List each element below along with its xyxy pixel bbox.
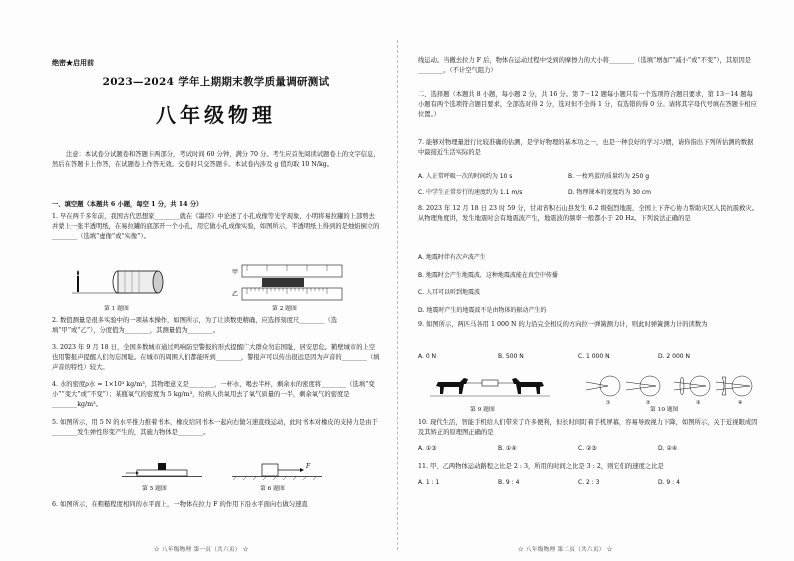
q8-option-a: A. 地震时伴有次声波产生 (418, 254, 486, 261)
q7-option-b: B. 一枚鸡蛋的质量约为 250 g (568, 173, 650, 180)
figure-1-caption: 第 1 题图 (104, 306, 129, 312)
q10-option-c: C. ②③ (578, 445, 597, 452)
q11-option-d: D. 9 : 4 (658, 479, 680, 486)
figure-2-caption: 第 2 题图 (272, 306, 297, 312)
question-10-options (418, 444, 758, 454)
figure-2-rulers (232, 262, 352, 306)
q8-option-c: C. 人耳可以听到地震波 (418, 289, 481, 297)
question-7-options (418, 172, 758, 197)
column-divider (397, 40, 398, 550)
q11-option-a: A. 1 : 1 (418, 479, 440, 486)
question-11-options (418, 478, 758, 488)
page-2-footer: ☆ 八年级物理 第二页（共六页） ☆ (518, 547, 613, 553)
q11-option-b: B. 9 : 4 (498, 479, 520, 486)
question-6: 6. 如图所示，在粗糙程度相同的水平面上，一物体在拉力 F 的作用下沿水平面向右做匀速直 (52, 501, 308, 508)
question-3: 3. 2023 年 9 月 18 日，全国多数城市通过鸣响防空警报的形式提醒广大群众勿忘国耻，居安思危。鹤壁城市的上空也用警报声提醒人们勿忘国耻。在城市的周围人们都能听到________，警报声可以传出很远是因为声音的________（填声音的特性）较大。 (52, 344, 380, 372)
question-1: 1. 早在两千多年前，我国古代思想家________就在《墨经》中论述了小孔成像等光学现象，小明将易拉罐的上部剪去并蒙上一张半透明纸，在易拉罐的底部开一个小孔，用它做小孔成像实验，如图所示，半透明纸上得到的是烛焰倒立的________（选填“虚像”或“实像”）。 (52, 213, 380, 241)
question-2: 2. 数值测量是很多实验中的一项基本操作，如图所示，为了让读数更精确，应选择刻度尺________（选填“甲”或“乙”），分度值为________，其测量值为________。 (52, 317, 338, 335)
right-column (418, 0, 758, 561)
section-1-header: 一、填空题（本题共 6 小题，每空 1 分，共 14 分） (52, 201, 203, 208)
q10-option-b: B. ①④ (498, 445, 517, 452)
q10-option-a: A. ①③ (418, 445, 437, 452)
q9-option-a: A. 0 N (418, 353, 437, 360)
q8-option-b: B. 地震时会产生地震波，这种地震波能在真空中传播 (418, 271, 558, 279)
figure-9-caption: 第 9 题图 (470, 407, 495, 413)
question-4: 4. 水的密度ρ水 = 1×10³ kg/m³，其物理意义是________，一杯水，喝去半杯，剩余水的密度将________（选填“变小”“变大”或“不变”）；某瓶氧气的密度为 5 kg/m³，给病人供氧用去了氧气质量的一半，剩余氧气的密度是________kg/m³。 (52, 381, 375, 409)
q7-option-d: D. 物理课本的宽度约为 30 cm (568, 188, 652, 196)
question-8: 8. 2023 年 12 月 18 日 23 时 59 分，甘肃省积石山县发生 6.2 级强烈地震，全国上下齐心协力帮助灾区人民抗震救灾。从物理角度讲，发生地震时会有地震波产生，地震波的频率一般都小于 20 Hz。下列说法正确的是 (418, 205, 758, 223)
left-column (52, 0, 380, 561)
svg-text:乙: 乙 (232, 291, 239, 298)
section-2-header: 二、选择题（本题共 8 小题，每小题 2 分，共 16 分。第 7－12 题每小题只有一个选项符合题目要求，第 13－14 题每小题有两个选项符合题目要求，全部选对得 2 分，选对但不全得 1 分，有选错的得 0 分。请将其字母代号填在答题卡相应位置。） (418, 91, 757, 119)
question-7: 7. 能够对物理量进行比较准确的估测，是学好物理的基本功之一，也是一种良好的学习习惯，请你指出下列所估测的数据中最接近生活实际的是 (418, 139, 754, 157)
exam-notice: 注意：本试卷分试题卷和答题卡两部分，考试时间 60 分钟，满分 70 分。考生应首先阅读试题卷上的文字信息，然后在答题卡上作答，在试题卷上作答无效。交卷时只交答题卡。本试卷内涉及 g 值均取 10 N/kg。 (52, 151, 380, 169)
figure-9-horses (430, 372, 550, 408)
figure-5-caption: 第 5 题图 (142, 486, 167, 492)
svg-text:④: ④ (738, 400, 743, 406)
figure-1-pinhole-camera (70, 262, 180, 304)
figure-6-block-force (232, 458, 322, 482)
q7-option-c: C. 中学生正常步行的速度约为 1.1 m/s (418, 188, 523, 196)
q7-option-a: A. 人正常呼吸一次的时间约为 10 s (418, 173, 513, 180)
q9-option-c: C. 1 000 N (578, 353, 610, 360)
subject-title: 八年级物理 (156, 103, 276, 127)
svg-text:甲: 甲 (232, 269, 239, 276)
q10-option-d: D. ②④ (658, 445, 678, 452)
question-9: 9. 如图所示，两匹马各用 1 000 N 的力沿完全相反的方向拉一弹簧测力计，则此时弹簧测力计的读数为 (418, 321, 708, 328)
question-11: 11. 甲、乙两物体运动路程之比是 2 : 3，所用的时间之比是 3 : 2，则它们的速度之比是 (418, 463, 664, 470)
question-9-options (418, 352, 758, 362)
question-5: 5. 如图所示，用 5 N 的水平推力推着书本，橡皮给同书本一起向右做匀速直线运动，此时书本对橡皮的支持力是由于________发生弹性形变产生的，其施力物体是________。 (52, 419, 378, 437)
svg-text:①: ① (606, 400, 611, 406)
svg-text:③: ③ (696, 400, 701, 406)
figure-5-book-eraser (122, 458, 202, 482)
figure-10-caption: 第 10 题图 (650, 407, 679, 413)
page-1-footer: ☆ 八年级物理 第一页（共六页） ☆ (154, 547, 249, 553)
question-10: 10. 现代生活，智能手机给人们带来了许多便利，但长时间盯着手机屏幕，容易导致视力下降，如图所示，关于近视眼成因及其矫正的原理图正确的是 (418, 419, 758, 437)
q9-option-d: D. 2 000 N (658, 353, 691, 360)
svg-text:②: ② (646, 400, 651, 406)
q8-option-d: D. 地震时产生的地震波不是由物体的振动产生的 (418, 306, 547, 314)
question-8-options (418, 253, 758, 315)
figure-6-caption: 第 6 题图 (260, 486, 285, 492)
svg-text:F: F (306, 463, 311, 470)
q9-option-b: B. 500 N (498, 353, 524, 360)
confidential-label: 绝密★启用前 (52, 58, 94, 67)
figure-10-eye-diagrams (586, 370, 756, 406)
question-6-continued: 线运动。当撤去拉力 F 后，物体在运动过程中受到的摩擦力的大小将________（选填“增加”“减小”或“不变”），其原因是________。（不计空气阻力） (418, 57, 752, 75)
exam-title: 2023—2024 学年上期期末教学质量调研测试 (102, 76, 330, 88)
q11-option-c: C. 2 : 3 (578, 479, 600, 486)
